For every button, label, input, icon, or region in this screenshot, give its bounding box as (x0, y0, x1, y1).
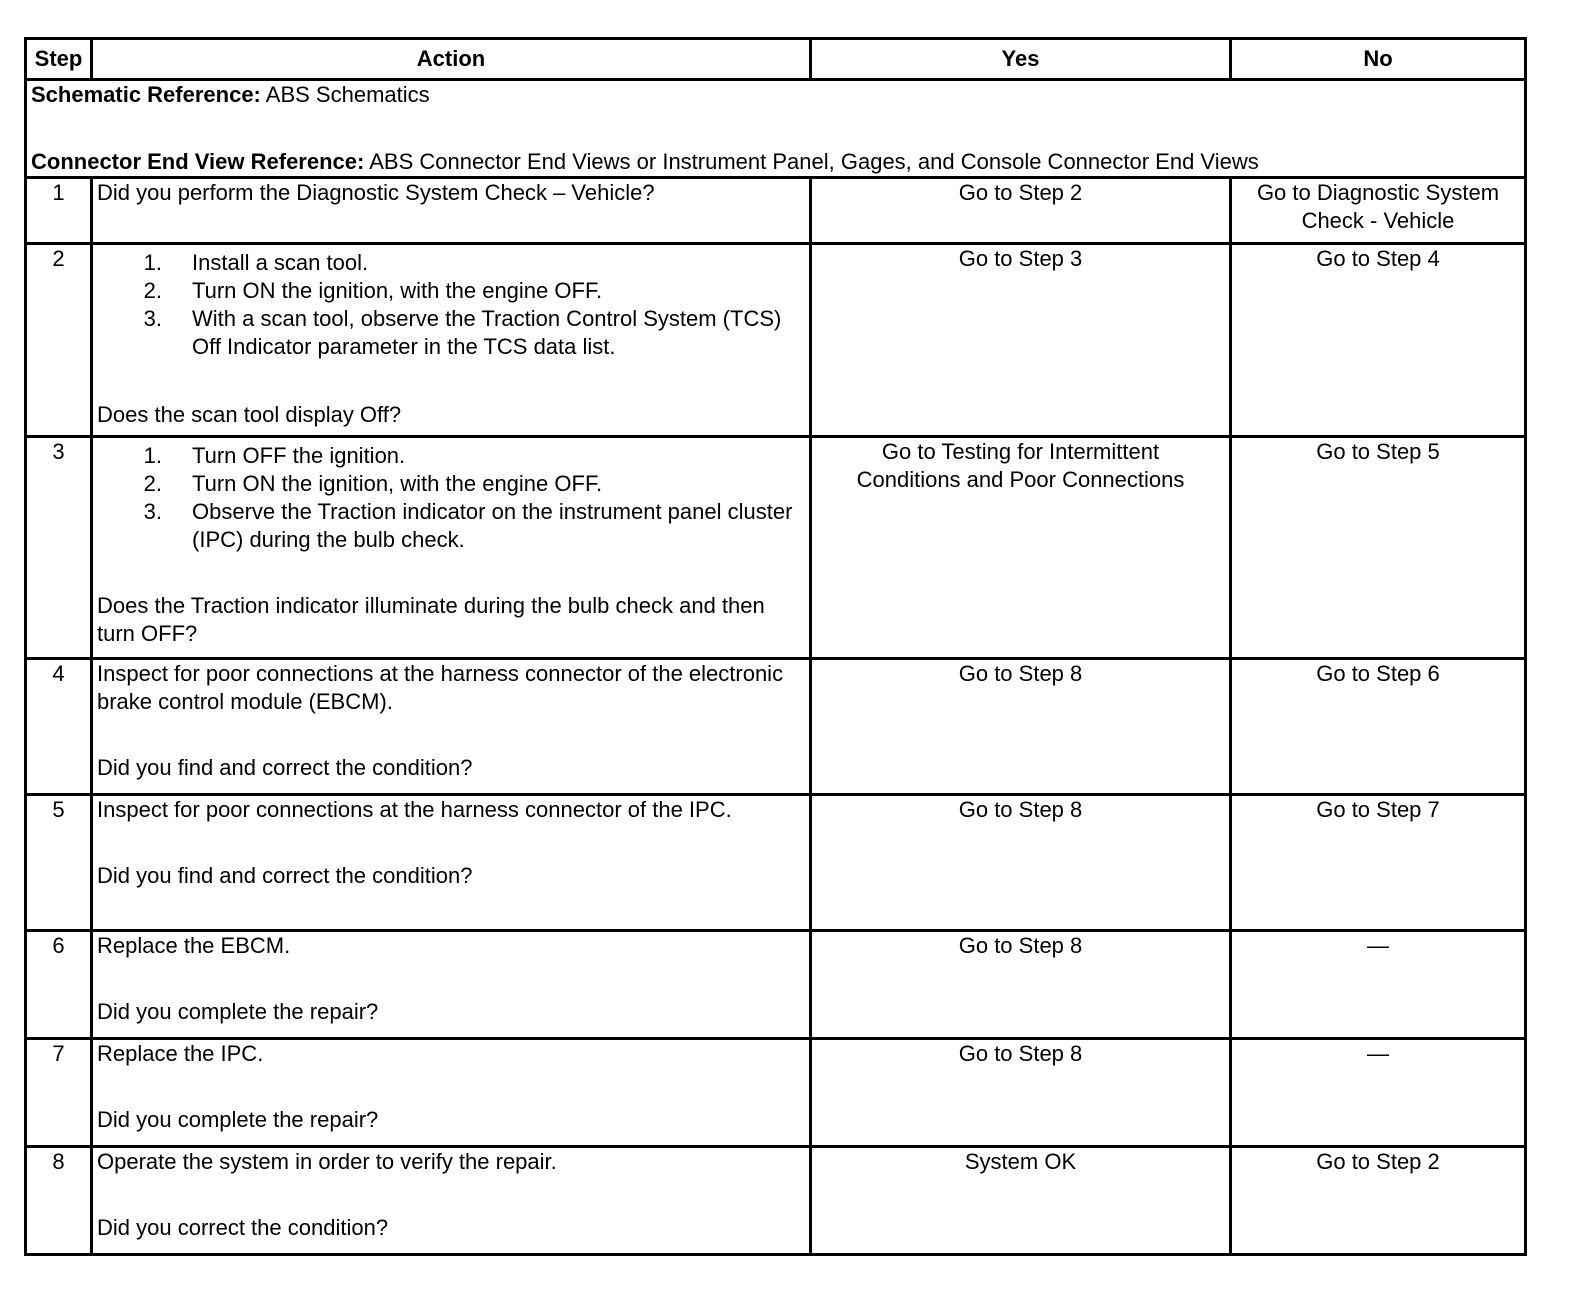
no-cell (1231, 659, 1526, 795)
schematic-reference (31, 81, 1520, 109)
no-cell (1231, 1147, 1526, 1255)
action-question: Did you find and correct the condition? (97, 755, 473, 780)
action-cell (92, 178, 811, 244)
yes-link: Go to Step 3 (958, 246, 1083, 271)
header-yes: Yes (811, 39, 1231, 80)
step-number: 2 (26, 244, 92, 437)
connector-reference (31, 148, 1520, 176)
reference-cell (26, 80, 1526, 178)
table-row (26, 1147, 1526, 1255)
yes-cell (811, 1039, 1231, 1147)
action-cell (92, 437, 811, 659)
yes-link-line2: Conditions and Poor Connections (856, 467, 1185, 492)
no-link: Go to Step 2 (1316, 1149, 1440, 1174)
substep-text: Turn ON the ignition, with the engine OFF. (192, 471, 603, 496)
no-link: Go to Step 5 (1316, 439, 1440, 464)
substep-item (97, 305, 805, 361)
action-text: Inspect for poor connections at the harness connector of the electronic brake control module (EBCM). (97, 661, 784, 714)
yes-link: Go to Step 8 (958, 661, 1083, 686)
action-cell (92, 659, 811, 795)
action-text: Inspect for poor connections at the harness connector of the IPC. (97, 797, 732, 822)
no-link: — (1367, 933, 1389, 958)
action-cell (92, 1039, 811, 1147)
substep-item (97, 498, 805, 554)
step-number: 3 (26, 437, 92, 659)
step-number: 6 (26, 931, 92, 1039)
reference-row (26, 80, 1526, 178)
yes-cell (811, 659, 1231, 795)
no-link: — (1367, 1041, 1389, 1066)
substep-number: 2. (143, 278, 162, 303)
action-question: Does the scan tool display Off? (97, 402, 402, 427)
action-text: Replace the EBCM. (97, 933, 291, 958)
no-link-line1: Go to Diagnostic System (1256, 180, 1500, 205)
step-number: 4 (26, 659, 92, 795)
no-link: Go to Step 4 (1316, 246, 1440, 271)
yes-cell (811, 1147, 1231, 1255)
action-cell (92, 244, 811, 437)
table-row (26, 1039, 1526, 1147)
yes-link: Go to Step 8 (958, 1041, 1083, 1066)
header-action: Action (92, 39, 811, 80)
substep-text: Turn OFF the ignition. (192, 443, 406, 468)
action-cell (92, 1147, 811, 1255)
substep-number: 3. (143, 306, 162, 331)
step-number: 8 (26, 1147, 92, 1255)
action-question: Did you complete the repair? (97, 1107, 379, 1132)
action-question: Did you correct the condition? (97, 1215, 389, 1240)
yes-cell (811, 931, 1231, 1039)
substep-number: 3. (143, 499, 162, 524)
no-cell (1231, 437, 1526, 659)
substep-number: 1. (143, 443, 162, 468)
no-link-line2: Check - Vehicle (1301, 208, 1455, 233)
connector-reference-value: ABS Connector End Views or Instrument Panel, Gages, and Console Connector End Views (369, 149, 1259, 174)
action-text: Did you perform the Diagnostic System Check – Vehicle? (97, 180, 655, 205)
yes-cell (811, 795, 1231, 931)
action-question: Did you find and correct the condition? (97, 863, 473, 888)
yes-cell (811, 244, 1231, 437)
substep-text: With a scan tool, observe the Traction Control System (TCS) Off Indicator parameter in the TCS data list. (192, 306, 782, 359)
substep-text: Turn ON the ignition, with the engine OFF. (192, 278, 603, 303)
step-number: 1 (26, 178, 92, 244)
substep-text: Install a scan tool. (192, 250, 369, 275)
header-no: No (1231, 39, 1526, 80)
no-link: Go to Step 6 (1316, 661, 1440, 686)
action-question: Does the Traction indicator illuminate during the bulb check and then turn OFF? (97, 593, 765, 646)
table-row (26, 659, 1526, 795)
substep-text: Observe the Traction indicator on the instrument panel cluster (IPC) during the bulb check. (192, 499, 793, 552)
substep-list (97, 442, 805, 554)
table-row (26, 931, 1526, 1039)
table-row (26, 178, 1526, 244)
step-number: 7 (26, 1039, 92, 1147)
schematic-reference-value: ABS Schematics (265, 82, 430, 107)
action-cell (92, 931, 811, 1039)
substep-number: 2. (143, 471, 162, 496)
step-number: 5 (26, 795, 92, 931)
substep-list (97, 249, 805, 361)
yes-link: Go to Step 2 (958, 180, 1083, 205)
header-step: Step (26, 39, 92, 80)
yes-link: Go to Step 8 (958, 933, 1083, 958)
no-cell (1231, 178, 1526, 244)
table-row (26, 244, 1526, 437)
table-row (26, 437, 1526, 659)
schematic-reference-label: Schematic Reference: (31, 82, 261, 107)
no-cell (1231, 1039, 1526, 1147)
substep-item (97, 277, 805, 305)
no-link: Go to Step 7 (1316, 797, 1440, 822)
yes-link: Go to Step 8 (958, 797, 1083, 822)
substep-item (97, 442, 805, 470)
substep-number: 1. (143, 250, 162, 275)
yes-link-line1: Go to Testing for Intermittent (881, 439, 1160, 464)
yes-cell (811, 178, 1231, 244)
yes-cell (811, 437, 1231, 659)
no-cell (1231, 244, 1526, 437)
action-text: Replace the IPC. (97, 1041, 264, 1066)
connector-reference-label: Connector End View Reference: (31, 149, 365, 174)
diagnostic-table (24, 37, 1527, 1256)
substep-item (97, 470, 805, 498)
action-text: Operate the system in order to verify the repair. (97, 1149, 557, 1174)
no-cell (1231, 931, 1526, 1039)
header-row (26, 39, 1526, 80)
yes-link: System OK (964, 1149, 1077, 1174)
substep-item (97, 249, 805, 277)
no-cell (1231, 795, 1526, 931)
action-question: Did you complete the repair? (97, 999, 379, 1024)
table-row (26, 795, 1526, 931)
action-cell (92, 795, 811, 931)
